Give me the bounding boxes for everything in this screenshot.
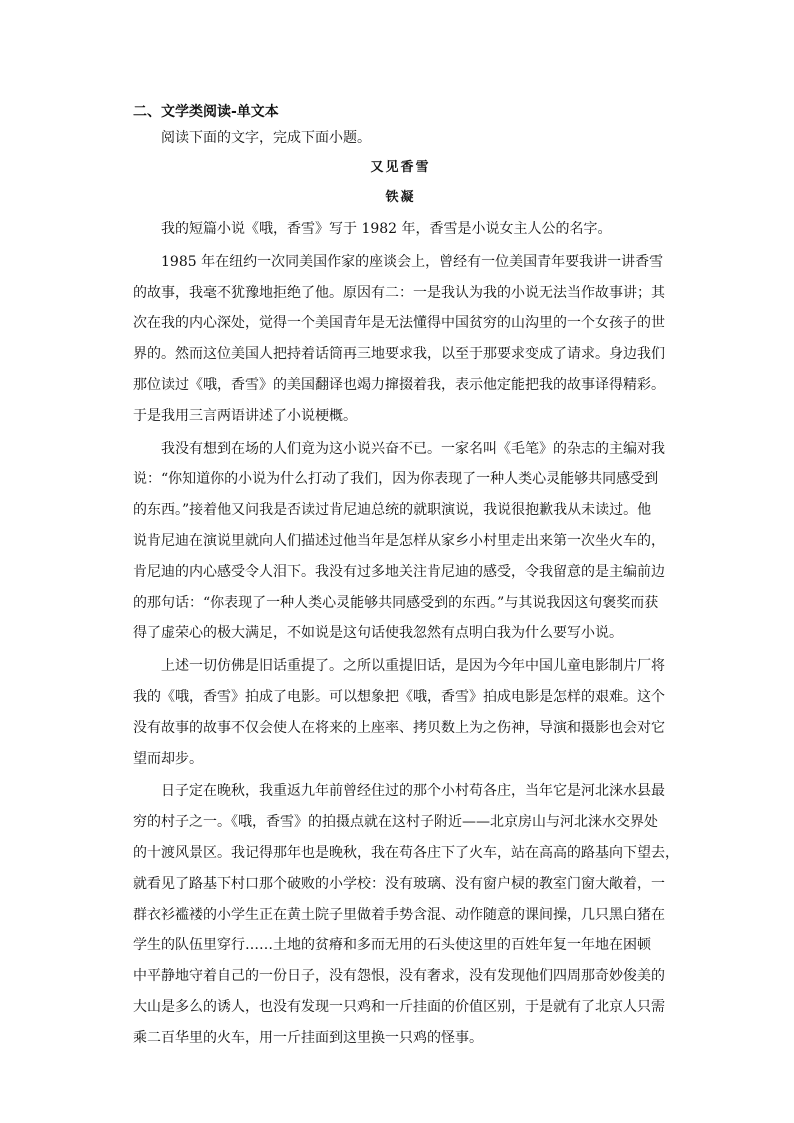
paragraph-line: 乘二百华里的火车，用一斤挂面到这里换一只鸡的怪事。: [133, 1029, 483, 1046]
paragraph-line: 日子定在晚秋，我重返九年前曾经住过的那个小村苟各庄，当年它是河北涞水县最: [161, 783, 665, 800]
paragraph-line: 的那句话：“你表现了一种人类心灵能够共同感受到的东西。”与其说我因这句褒奖而获: [133, 594, 659, 611]
paragraph-line: 大山是多么的诱人，也没有发现一只鸡和一斤挂面的价值区别，于是就有了北京人只需: [133, 998, 665, 1015]
article-author: 铁凝: [385, 190, 416, 205]
paragraph-line: 中平静地守着自己的一份日子，没有怨恨，没有奢求，没有发现他们四周那奇妙俊美的: [133, 968, 665, 985]
article-paragraph: [133, 214, 668, 245]
paragraph-line: 我的《哦，香雪》拍成了电影。可以想象把《哦，香雪》拍成电影是怎样的艰难。这个: [133, 688, 665, 705]
paragraph-line: 群衣衫褴褛的小学生正在黄土院子里做着手势含混、动作随意的课间操，几只黑白猪在: [133, 906, 665, 923]
paragraph-line: 望而却步。: [133, 750, 203, 767]
article-paragraph: [133, 776, 679, 1053]
paragraph-line: 得了虚荣心的极大满足，不如说是这句话使我忽然有点明白我为什么要写小说。: [133, 625, 623, 642]
article-paragraph: [133, 651, 668, 774]
paragraph-line: 1985 年在纽约一次同美国作家的座谈会上，曾经有一位美国青年要我讲一讲香雪: [161, 253, 664, 270]
article-paragraph: [133, 247, 668, 432]
paragraph-line: 我没有想到在场的人们竟为这小说兴奋不已。一家名叫《毛笔》的杂志的主编对我: [161, 440, 665, 457]
article-paragraph: [133, 434, 668, 650]
paragraph-line: 说：“你知道你的小说为什么打动了我们，因为你表现了一种人类心灵能够共同感受到: [133, 471, 659, 488]
paragraph-line: 学生的队伍里穿行……土地的贫瘠和多而无用的石头使这里的百姓年复一年地在困顿: [133, 937, 651, 954]
paragraph-line: 的东西。”接着他又问我是否读过肯尼迪总统的就职演说，我说很抱歉我从未读过。他: [133, 502, 652, 519]
paragraph-line: 我的短篇小说《哦，香雪》写于 1982 年，香雪是小说女主人公的名字。: [161, 221, 612, 237]
paragraph-line: 界的。然而这位美国人把持着话筒再三地要求我，以至于那要求变成了请求。身边我们: [133, 346, 665, 363]
paragraph-line: 说肯尼迪在演说里就向人们描述过他当年是怎样从家乡小村里走出来第一次坐火车的，: [133, 532, 665, 549]
paragraph-line: 次在我的内心深处，觉得一个美国青年是无法懂得中国贫穷的山沟里的一个女孩子的世: [133, 315, 665, 332]
paragraph-line: 上述一切仿佛是旧话重提了。之所以重提旧话，是因为今年中国儿童电影制片厂将: [161, 658, 665, 675]
paragraph-line: 的十渡风景区。我记得那年也是晚秋，我在苟各庄下了火车，站在高高的路基向下望去，: [133, 844, 679, 861]
paragraph-line: 肯尼迪的内心感受令人泪下。我没有过多地关注肯尼迪的感受，令我留意的是主编前边: [133, 563, 665, 580]
paragraph-line: 那位读过《哦，香雪》的美国翻译也竭力撺掇着我，表示他定能把我的故事译得精彩。: [133, 376, 665, 393]
paragraph-line: 于是我用三言两语讲述了小说梗概。: [133, 407, 357, 424]
article-body: [133, 214, 679, 1054]
paragraph-line: 穷的村子之一。《哦，香雪》的拍摄点就在这村子附近——北京房山与河北涞水交界处: [133, 814, 658, 831]
paragraph-line: 没有故事的故事不仅会使人在将来的上座率、拷贝数上为之伤神，导演和摄影也会对它: [133, 719, 665, 736]
reading-instruction: 阅读下面的文字，完成下面小题。: [161, 130, 371, 146]
paragraph-line: 的故事，我毫不犹豫地拒绝了他。原因有二：一是我认为我的小说无法当作故事讲；其: [133, 284, 665, 301]
paragraph-line: 就看见了路基下村口那个破败的小学校：没有玻璃、没有窗户棂的教室门窗大敞着，一: [133, 875, 665, 892]
section-heading: 二、文学类阅读-单文本: [133, 104, 279, 120]
article-title: 又见香雪: [370, 160, 431, 175]
document-content: [133, 102, 679, 1054]
